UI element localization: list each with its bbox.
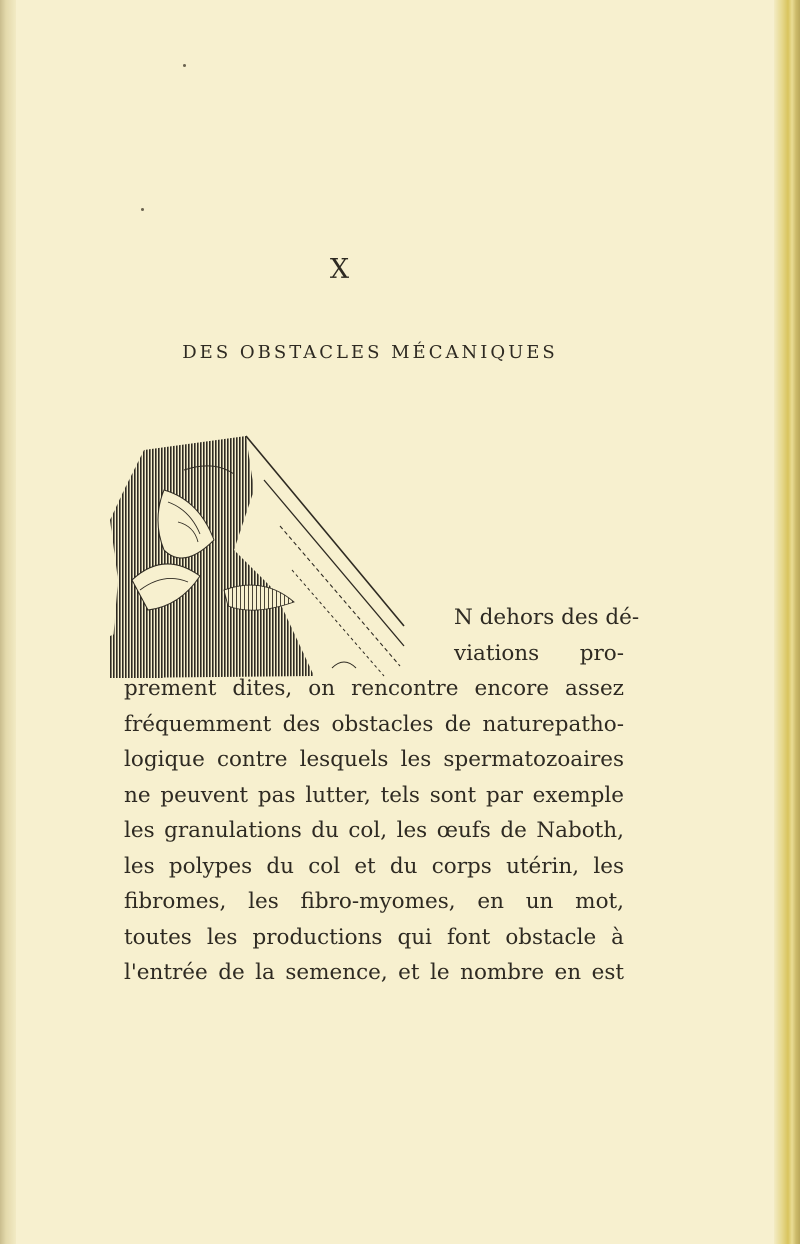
text-line: fibromes, les fibro-myomes, en un mot, <box>124 889 624 914</box>
text-line: toutes les productions qui font obstacle à <box>124 924 624 950</box>
page-right-edge <box>774 0 800 1244</box>
text-line: ne peuvent pas lutter, tels sont par exemple <box>124 782 624 808</box>
text-line: l'entrée de la semence, et le nombre en est <box>124 960 624 985</box>
text-line: les polypes du col et du corps utérin, les <box>124 853 624 879</box>
page-left-edge <box>0 0 16 1244</box>
body-text <box>124 600 640 991</box>
text-line: viations pro- <box>454 640 624 666</box>
chapter-number: X <box>329 254 351 285</box>
paper-speck <box>141 208 144 211</box>
paper-speck <box>183 64 186 67</box>
text-line: N dehors des dé- <box>454 605 640 630</box>
text-line: logique contre lesquels les spermatozoaires <box>124 747 624 772</box>
chapter-title: DES OBSTACLES MÉCANIQUES <box>182 342 558 363</box>
text-line: les granulations du col, les œufs de Naboth, <box>124 818 624 843</box>
text-line: fréquemment des obstacles de naturepatho- <box>124 711 624 737</box>
text-line: prement dites, on rencontre encore assez <box>124 676 624 701</box>
